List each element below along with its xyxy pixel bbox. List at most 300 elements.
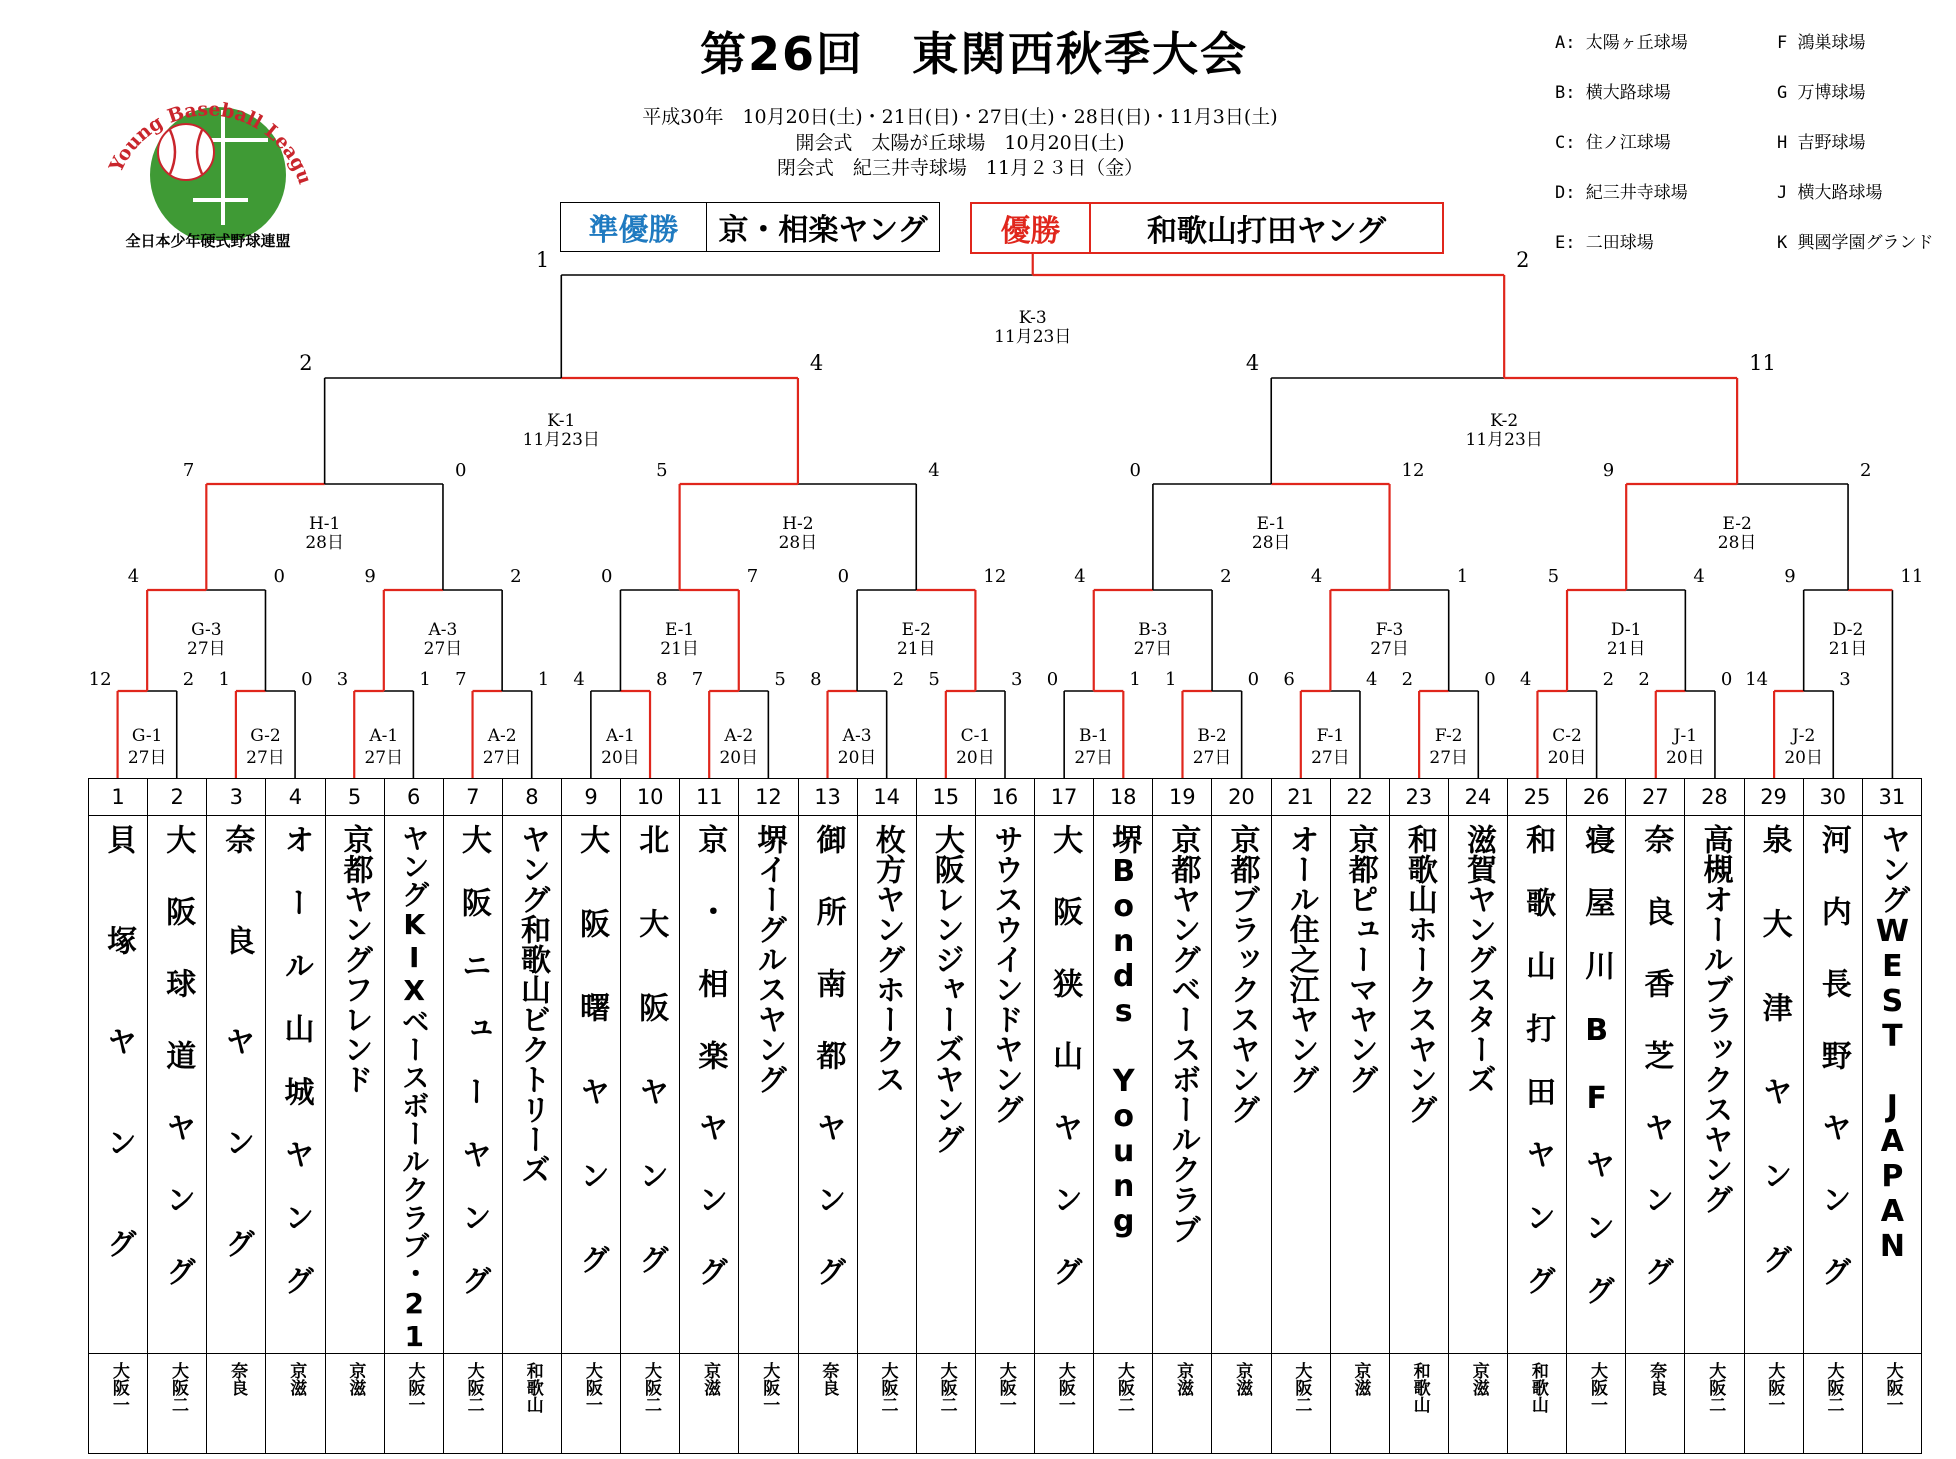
score-right: 2 [1220, 566, 1232, 587]
match-code: A-3 [842, 726, 872, 746]
team-region-cell [1862, 1354, 1921, 1454]
team-region-cell [1212, 1354, 1271, 1454]
team-name: 大阪ニューヤング [455, 824, 491, 1328]
score-right: 8 [656, 669, 668, 690]
match-date: 27日 [1074, 748, 1114, 768]
team-region-cell [207, 1354, 266, 1454]
score-left: 0 [837, 566, 850, 587]
team-name: 枚方ヤングホークス [869, 824, 905, 1094]
score-left: 4 [1310, 566, 1323, 587]
score-right: 4 [1693, 566, 1705, 587]
team-region: 和歌山 [1527, 1362, 1548, 1413]
team-name: オール山城ヤング [278, 824, 314, 1328]
team-name: 京都ヤングベースボールクラブ [1165, 824, 1201, 1244]
team-name: 堺イーグルスヤング [751, 824, 787, 1094]
team-number: 5 [325, 779, 384, 816]
match-code: B-3 [1138, 620, 1168, 640]
score-right: 11 [1900, 566, 1924, 587]
team-region-cell [975, 1354, 1034, 1454]
team-name-cell [1094, 816, 1153, 1354]
logo-arc-text: Young Baseball Leagu [105, 98, 316, 188]
team-region-cell [1035, 1354, 1094, 1454]
team-number: 16 [975, 779, 1034, 816]
team-region: 奈良 [227, 1362, 248, 1396]
team-region: 大阪一 [404, 1362, 425, 1413]
venue-name: 横大路球場 [1585, 83, 1671, 103]
score-left: 4 [1519, 669, 1532, 690]
team-name-cell [1035, 816, 1094, 1354]
team-region-cell [739, 1354, 798, 1454]
team-region-cell [1094, 1354, 1153, 1454]
score-left: 4 [573, 669, 585, 690]
team-region-cell [916, 1354, 975, 1454]
venue-code: D: [1555, 183, 1586, 203]
team-region-cell [384, 1354, 443, 1454]
team-name: 河内長野ヤング [1815, 824, 1851, 1328]
match-code: C-2 [1552, 726, 1582, 746]
score-left: 2 [1638, 669, 1650, 690]
match-date: 27日 [1133, 639, 1173, 659]
venue-code: G [1777, 83, 1798, 103]
team-region-cell [1153, 1354, 1212, 1454]
team-name: 京都ピューマヤング [1342, 824, 1378, 1094]
venue-code: B: [1555, 83, 1586, 103]
match-date: 28日 [778, 533, 818, 553]
team-region: 大阪一 [1764, 1362, 1785, 1413]
team-region-cell [148, 1354, 207, 1454]
match-date: 27日 [423, 639, 463, 659]
score-right: 2 [510, 566, 522, 587]
team-name-cell [1330, 816, 1389, 1354]
score-right: 2 [892, 669, 905, 690]
match-code: B-2 [1197, 726, 1227, 746]
team-region-cell [266, 1354, 325, 1454]
team-name-cell [1744, 816, 1803, 1354]
score-right: 2 [182, 669, 195, 690]
match-code: A-1 [369, 726, 399, 746]
team-region: 和歌山 [522, 1362, 543, 1413]
team-name: 貝塚ヤング [101, 824, 137, 1329]
team-region-cell [1567, 1354, 1626, 1454]
team-name: ヤング和歌山ビクトリーズ [514, 824, 550, 1184]
team-region-cell [502, 1354, 561, 1454]
score-right: 11 [1749, 351, 1776, 375]
score-right: 1 [537, 669, 550, 690]
match-code: D-1 [1610, 620, 1642, 640]
score-left: 4 [1245, 351, 1260, 375]
team-region: 京滋 [700, 1362, 721, 1396]
score-left: 1 [1165, 669, 1177, 690]
score-left: 5 [1547, 566, 1560, 587]
score-right: 0 [1720, 669, 1733, 690]
team-number: 22 [1330, 779, 1389, 816]
match-code: B-1 [1079, 726, 1109, 746]
team-name: 寝屋川BFヤング [1579, 824, 1615, 1338]
team-region-cell [562, 1354, 621, 1454]
team-name: 大阪レンジャーズヤング [928, 824, 964, 1154]
match-code: E-2 [901, 620, 931, 640]
score-right: 0 [301, 669, 313, 690]
match-date: 21日 [1828, 639, 1868, 659]
match-date: 27日 [482, 748, 522, 768]
team-name-cell [148, 816, 207, 1354]
score-left: 1 [218, 669, 230, 690]
team-name-cell [1567, 816, 1626, 1354]
team-number: 17 [1035, 779, 1094, 816]
team-name-cell [916, 816, 975, 1354]
team-number: 30 [1803, 779, 1862, 816]
match-code: G-3 [191, 620, 222, 640]
team-region: 大阪二 [1113, 1362, 1134, 1413]
match-date: 20日 [1547, 748, 1587, 768]
team-number: 11 [680, 779, 739, 816]
team-name-cell [1626, 816, 1685, 1354]
match-date: 20日 [837, 748, 877, 768]
team-region-cell [325, 1354, 384, 1454]
score-right: 2 [1516, 248, 1530, 272]
team-name-cell [1153, 816, 1212, 1354]
venue-name: 二田球場 [1585, 233, 1654, 253]
team-number: 6 [384, 779, 443, 816]
match-code: E-1 [1256, 514, 1286, 534]
score-right: 0 [273, 566, 285, 587]
team-name: 京都ヤングフレンド [337, 824, 373, 1094]
team-name: 堺Bonds Young [1106, 824, 1142, 1239]
team-number: 18 [1094, 779, 1153, 816]
score-left: 8 [810, 669, 822, 690]
team-name: 御所南都ヤング [810, 824, 846, 1328]
team-number: 9 [562, 779, 621, 816]
venue-code: A: [1555, 33, 1586, 53]
team-region-cell [857, 1354, 916, 1454]
team-number: 21 [1271, 779, 1330, 816]
match-code: E-2 [1722, 514, 1752, 534]
match-date: 27日 [1192, 748, 1232, 768]
match-date: 20日 [719, 748, 759, 768]
team-name-cell [1271, 816, 1330, 1354]
score-right: 4 [809, 351, 824, 375]
venue-name: 住ノ江球場 [1585, 133, 1671, 153]
team-name: 高槻オールブラックスヤング [1697, 824, 1733, 1214]
runner-up-team: 京・相楽ヤング [718, 213, 928, 248]
score-right: 3 [1839, 669, 1851, 690]
score-left: 4 [127, 566, 140, 587]
match-date: 21日 [896, 639, 936, 659]
teams-table [88, 778, 1922, 1454]
team-region: 大阪一 [759, 1362, 780, 1413]
team-name-cell [1862, 816, 1921, 1354]
team-region: 和歌山 [1409, 1362, 1430, 1413]
team-name-cell [1508, 816, 1567, 1354]
match-date: 28日 [1717, 533, 1757, 553]
venue-name: 紀三井寺球場 [1585, 183, 1688, 203]
match-code: K-1 [547, 411, 576, 431]
team-region: 大阪二 [463, 1362, 484, 1413]
team-number: 19 [1153, 779, 1212, 816]
team-name-cell [680, 816, 739, 1354]
score-left: 7 [455, 669, 467, 690]
team-number: 28 [1685, 779, 1744, 816]
champion-label: 優勝 [972, 204, 1091, 252]
team-name-cell [502, 816, 561, 1354]
match-code: H-2 [782, 514, 814, 534]
team-number: 25 [1508, 779, 1567, 816]
team-region: 京滋 [1232, 1362, 1253, 1396]
team-region-cell [621, 1354, 680, 1454]
team-name-cell [857, 816, 916, 1354]
match-code: A-2 [724, 726, 754, 746]
team-name-cell [1685, 816, 1744, 1354]
match-code: J-2 [1791, 726, 1816, 746]
team-name: 和歌山打田ヤング [1520, 824, 1556, 1328]
score-left: 4 [1074, 566, 1086, 587]
score-left: 0 [1129, 460, 1141, 481]
score-right: 4 [1365, 669, 1378, 690]
team-name: オール住之江ヤング [1283, 824, 1319, 1094]
match-date: 20日 [601, 748, 640, 768]
match-code: A-2 [487, 726, 517, 746]
match-code: C-1 [960, 726, 991, 746]
venue-code: H [1777, 133, 1798, 153]
score-left: 3 [336, 669, 349, 690]
score-right: 0 [1247, 669, 1260, 690]
team-name-cell [325, 816, 384, 1354]
score-right: 1 [1129, 669, 1141, 690]
score-left: 1 [535, 248, 550, 272]
score-left: 2 [1401, 669, 1414, 690]
score-right: 1 [1456, 566, 1469, 587]
team-name-cell [207, 816, 266, 1354]
runner-up-label: 準優勝 [561, 203, 707, 251]
score-left: 9 [1602, 460, 1615, 481]
match-date: 27日 [187, 639, 226, 659]
team-number: 29 [1744, 779, 1803, 816]
champion-team: 和歌山打田ヤング [1146, 214, 1387, 249]
score-left: 14 [1745, 669, 1769, 690]
match-date: 21日 [660, 639, 699, 659]
team-region: 大阪二 [640, 1362, 661, 1413]
match-date: 20日 [1784, 748, 1823, 768]
match-date: 27日 [1370, 639, 1409, 659]
score-right: 3 [1011, 669, 1023, 690]
team-name-cell [975, 816, 1034, 1354]
tournament-dates: 平成30年 10月20日(土)・21日(日)・27日(土)・28日(日)・11月3日(土) [642, 106, 1278, 128]
team-region: 京滋 [345, 1362, 366, 1396]
match-date: 28日 [1251, 533, 1291, 553]
team-region-cell [1448, 1354, 1507, 1454]
team-region: 大阪一 [1054, 1362, 1075, 1413]
score-right: 5 [774, 669, 786, 690]
team-region-cell [798, 1354, 857, 1454]
team-name-cell [562, 816, 621, 1354]
team-region: 大阪二 [877, 1362, 898, 1413]
team-name: 大阪曙ヤング [574, 824, 610, 1328]
score-left: 9 [364, 566, 376, 587]
team-name: 京都ブラックスヤング [1224, 824, 1260, 1124]
match-code: A-1 [606, 726, 635, 746]
team-name: ヤングWEST JAPAN [1874, 824, 1910, 1264]
team-name: 滋賀ヤングスターズ [1460, 824, 1496, 1094]
score-right: 0 [454, 460, 467, 481]
score-right: 0 [1484, 669, 1496, 690]
score-left: 6 [1283, 669, 1295, 690]
score-left: 5 [928, 669, 940, 690]
team-name-cell [1448, 816, 1507, 1354]
venue-name: 吉野球場 [1797, 133, 1866, 153]
team-name: 京・相楽ヤング [692, 824, 728, 1328]
team-name-cell [266, 816, 325, 1354]
team-number: 15 [916, 779, 975, 816]
team-name: 奈良香芝ヤング [1638, 824, 1674, 1328]
closing-ceremony: 閉会式 紀三井寺球場 11月２３日（金） [776, 157, 1144, 179]
team-region: 大阪二 [1823, 1362, 1844, 1413]
team-number: 13 [798, 779, 857, 816]
team-number: 24 [1448, 779, 1507, 816]
score-left: 5 [656, 460, 668, 481]
match-date: 11月23日 [522, 430, 600, 450]
match-date: 27日 [364, 748, 404, 768]
team-name-cell [1389, 816, 1448, 1354]
venue-code: J [1777, 183, 1798, 203]
match-code: A-3 [428, 620, 458, 640]
team-region: 京滋 [1468, 1362, 1489, 1396]
team-region: 京滋 [1173, 1362, 1194, 1396]
team-name: サウスウインドヤング [987, 824, 1023, 1124]
team-number: 1 [89, 779, 148, 816]
match-date: 20日 [956, 748, 995, 768]
team-name-cell [739, 816, 798, 1354]
match-date: 11月23日 [1465, 430, 1543, 450]
match-date: 20日 [1666, 748, 1705, 768]
match-date: 27日 [1311, 748, 1350, 768]
match-code: G-1 [131, 726, 163, 746]
score-right: 12 [1401, 460, 1425, 481]
team-name: ヤングKIXベースボールクラブ・21 [397, 824, 431, 1353]
team-number: 7 [443, 779, 502, 816]
team-region: 大阪一 [108, 1362, 129, 1413]
team-number: 8 [502, 779, 561, 816]
score-right: 4 [928, 460, 940, 481]
score-left: 2 [299, 351, 313, 375]
team-region: 大阪一 [581, 1362, 602, 1413]
venue-name: 万博球場 [1797, 83, 1866, 103]
league-name: 全日本少年硬式野球連盟 [125, 232, 291, 250]
venue-code: K [1777, 233, 1798, 253]
match-code: F-2 [1434, 726, 1463, 746]
team-name-cell [1212, 816, 1271, 1354]
match-code: K-3 [1018, 308, 1047, 328]
team-name: 大阪狭山ヤング [1047, 824, 1083, 1328]
team-number: 23 [1389, 779, 1448, 816]
team-region-cell [1803, 1354, 1862, 1454]
team-region: 大阪一 [1882, 1362, 1903, 1413]
score-left: 7 [182, 460, 195, 481]
opening-ceremony: 開会式 太陽が丘球場 10月20日(土) [795, 132, 1125, 154]
team-region-cell [1626, 1354, 1685, 1454]
venue-code: C: [1555, 133, 1586, 153]
venue-name: 興國学園グランド [1797, 233, 1934, 253]
match-code: F-3 [1375, 620, 1404, 640]
match-date: 28日 [305, 533, 344, 553]
match-code: H-1 [308, 514, 341, 534]
score-right: 1 [419, 669, 431, 690]
team-name: 北大阪ヤング [633, 824, 669, 1328]
match-code: K-2 [1490, 411, 1519, 431]
team-name-cell [798, 816, 857, 1354]
team-region-cell [1508, 1354, 1567, 1454]
team-name: 大阪球道ヤング [160, 824, 196, 1328]
team-region: 奈良 [818, 1362, 839, 1396]
team-region: 京滋 [1350, 1362, 1371, 1396]
match-date: 21日 [1606, 639, 1646, 659]
team-region-cell [1389, 1354, 1448, 1454]
match-date: 27日 [127, 748, 167, 768]
page-title: 第26回 東関西秋季大会 [700, 27, 1249, 81]
team-name-cell [621, 816, 680, 1354]
team-region-cell [1744, 1354, 1803, 1454]
team-region-cell [1330, 1354, 1389, 1454]
team-region: 大阪一 [995, 1362, 1016, 1413]
match-code: F-1 [1316, 726, 1345, 746]
team-region: 大阪二 [1291, 1362, 1312, 1413]
team-number: 12 [739, 779, 798, 816]
team-number: 4 [266, 779, 325, 816]
match-code: D-2 [1832, 620, 1864, 640]
team-number: 10 [621, 779, 680, 816]
team-region-cell [443, 1354, 502, 1454]
match-code: J-1 [1673, 726, 1698, 746]
team-name: 和歌山ホークスヤング [1401, 824, 1437, 1124]
team-region: 大阪二 [167, 1362, 188, 1413]
venue-code: F [1777, 33, 1798, 53]
team-name-cell [443, 816, 502, 1354]
team-region: 京滋 [286, 1362, 307, 1396]
team-region-cell [1271, 1354, 1330, 1454]
team-name-cell [384, 816, 443, 1354]
venue-code: E: [1555, 233, 1586, 253]
score-left: 12 [88, 669, 112, 690]
team-region: 大阪二 [936, 1362, 957, 1413]
team-region-cell [89, 1354, 148, 1454]
match-code: E-1 [664, 620, 695, 640]
team-region: 大阪二 [1705, 1362, 1726, 1413]
team-region: 大阪一 [1586, 1362, 1607, 1413]
team-number: 3 [207, 779, 266, 816]
team-name-cell [1803, 816, 1862, 1354]
team-name: 奈良ヤング [219, 824, 255, 1329]
score-right: 2 [1602, 669, 1615, 690]
team-name: 泉大津ヤング [1756, 824, 1792, 1328]
match-code: G-2 [250, 726, 281, 746]
team-region-cell [680, 1354, 739, 1454]
score-left: 0 [1046, 669, 1059, 690]
team-region: 奈良 [1646, 1362, 1667, 1396]
score-left: 9 [1784, 566, 1796, 587]
team-region-cell [1685, 1354, 1744, 1454]
team-name-cell [89, 816, 148, 1354]
team-number: 26 [1567, 779, 1626, 816]
venue-name: 鴻巣球場 [1797, 33, 1866, 53]
team-number: 2 [148, 779, 207, 816]
score-left: 7 [691, 669, 704, 690]
match-date: 27日 [1429, 748, 1469, 768]
venue-name: 太陽ヶ丘球場 [1585, 33, 1688, 53]
team-number: 14 [857, 779, 916, 816]
match-date: 11月23日 [994, 327, 1072, 347]
team-number: 27 [1626, 779, 1685, 816]
venue-name: 横大路球場 [1797, 183, 1883, 203]
score-left: 0 [600, 566, 613, 587]
